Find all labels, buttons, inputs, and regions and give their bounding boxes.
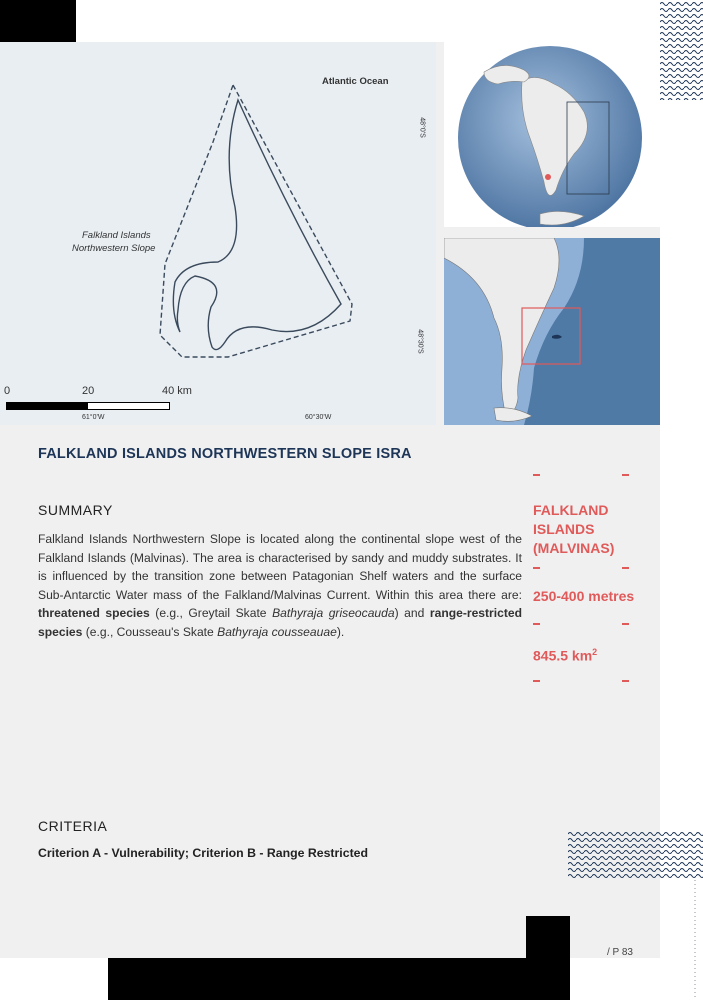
dot-pattern-right [688, 880, 703, 1000]
scale-label-40: 40 km [162, 385, 192, 397]
main-map [0, 42, 436, 425]
scale-label-0: 0 [4, 385, 11, 397]
location-name: FALKLAND ISLANDS (MALVINAS) [533, 502, 615, 556]
corner-block-top-left [0, 0, 76, 42]
divider [533, 474, 540, 476]
page-title: FALKLAND ISLANDS NORTHWESTERN SLOPE ISRA [38, 446, 412, 462]
depth-range: 250-400 metres [533, 588, 635, 604]
latitude-label-top: 48°0'S [418, 117, 426, 138]
criteria-heading: CRITERIA [38, 818, 108, 834]
wave-pattern-top-right [660, 0, 703, 100]
area-label-line2: Northwestern Slope [72, 243, 156, 254]
area-outline [0, 42, 436, 425]
scale-label-20: 20 [82, 385, 95, 397]
latitude-label-bottom: 48°30'S [416, 329, 424, 354]
scale-bar [6, 402, 170, 410]
summary-paragraph: Falkland Islands Northwestern Slope is located along the continental slope west of the Falkland Islands (Malvinas). The area is characterised by sandy and muddy substrates. It is influenced by the transition zone between Patagonian Shelf waters and the surface Sub-Antarctic Water mass of the Falkland/Malvinas Current. Within this area there are: threatened species (e.g., Greytail Skate Bathyraja griseocauda) and range-restricted species (e.g., Cousseau's Skate Bathyraja cousseauae). [38, 532, 522, 639]
divider [622, 474, 629, 476]
regional-inset-map [444, 238, 660, 425]
corner-block-bottom [108, 958, 570, 1000]
globe-inset [444, 42, 660, 227]
longitude-label-left: 61°0'W [82, 414, 105, 421]
area-size: 845.5 $km^2$ [533, 647, 598, 664]
divider [533, 623, 540, 625]
longitude-label-right: 60°30'W [305, 414, 332, 421]
area-label-line1: Falkland Islands [82, 230, 151, 241]
criteria-text: Criterion A - Vulnerability; Criterion B - Range Restricted [38, 846, 369, 860]
divider [622, 680, 629, 682]
divider [533, 680, 540, 682]
divider [622, 567, 629, 569]
divider [533, 567, 540, 569]
divider [622, 623, 629, 625]
page-number: / P 83 [607, 947, 633, 958]
ocean-label: Atlantic Ocean [322, 76, 389, 87]
corner-block-bottom-right [526, 916, 570, 958]
wave-pattern-mid-right [568, 830, 703, 878]
summary-heading: SUMMARY [38, 502, 113, 518]
